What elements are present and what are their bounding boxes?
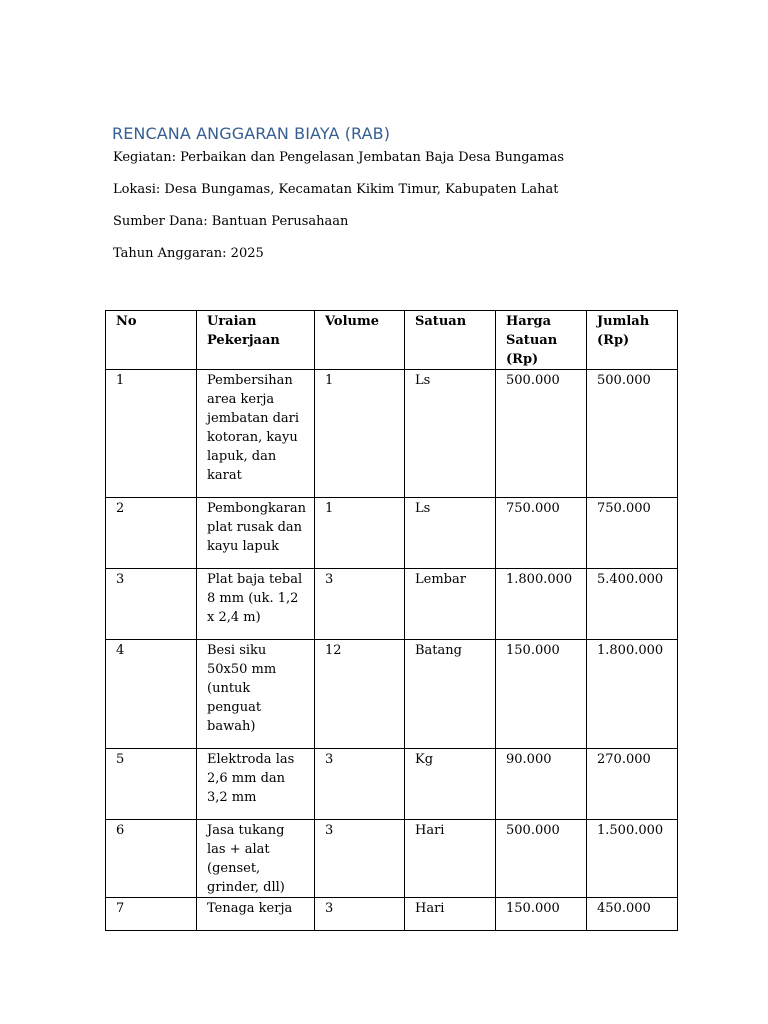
table-row: [106, 569, 678, 640]
lokasi-line: Lokasi: Desa Bungamas, Kecamatan Kikim Timur, Kabupaten Lahat: [113, 182, 559, 197]
cell-jumlah: 5.400.000: [587, 569, 678, 640]
cell-volume: 3: [315, 820, 405, 898]
header-satuan: Satuan: [405, 311, 496, 370]
cell-harga: 150.000: [496, 898, 587, 931]
cell-jumlah: 450.000: [587, 898, 678, 931]
cell-uraian: Plat baja tebal 8 mm (uk. 1,2 x 2,4 m): [197, 569, 315, 640]
cell-volume: 3: [315, 898, 405, 931]
header-no: No: [106, 311, 197, 370]
cell-no: 5: [106, 749, 197, 820]
cell-jumlah: 750.000: [587, 498, 678, 569]
cell-satuan: Hari: [405, 820, 496, 898]
sumber-dana-line: Sumber Dana: Bantuan Perusahaan: [113, 214, 349, 229]
table-row: [106, 898, 678, 931]
cell-no: 3: [106, 569, 197, 640]
cell-volume: 3: [315, 749, 405, 820]
header-uraian: Uraian Pekerjaan: [197, 311, 315, 370]
table-row: [106, 640, 678, 749]
header-jumlah: Jumlah (Rp): [587, 311, 678, 370]
header-volume: Volume: [315, 311, 405, 370]
cell-harga: 150.000: [496, 640, 587, 749]
cell-satuan: Ls: [405, 498, 496, 569]
cell-jumlah: 1.500.000: [587, 820, 678, 898]
cell-harga: 1.800.000: [496, 569, 587, 640]
cell-no: 7: [106, 898, 197, 931]
cell-satuan: Lembar: [405, 569, 496, 640]
cell-volume: 12: [315, 640, 405, 749]
table-header-row: [106, 311, 678, 370]
table-row: [106, 749, 678, 820]
cell-volume: 1: [315, 370, 405, 498]
cell-volume: 1: [315, 498, 405, 569]
cell-no: 4: [106, 640, 197, 749]
cell-no: 2: [106, 498, 197, 569]
cell-uraian: Elektroda las 2,6 mm dan 3,2 mm: [197, 749, 315, 820]
cell-harga: 90.000: [496, 749, 587, 820]
cell-harga: 500.000: [496, 820, 587, 898]
cell-satuan: Kg: [405, 749, 496, 820]
rab-table: [105, 310, 678, 931]
kegiatan-line: Kegiatan: Perbaikan dan Pengelasan Jembatan Baja Desa Bungamas: [113, 150, 565, 165]
header-harga: Harga Satuan (Rp): [496, 311, 587, 370]
cell-satuan: Batang: [405, 640, 496, 749]
cell-satuan: Hari: [405, 898, 496, 931]
table-row: [106, 370, 678, 498]
cell-harga: 500.000: [496, 370, 587, 498]
cell-harga: 750.000: [496, 498, 587, 569]
table-row: [106, 820, 678, 898]
cell-uraian: Besi siku 50x50 mm (untuk penguat bawah): [197, 640, 315, 749]
cell-jumlah: 500.000: [587, 370, 678, 498]
cell-jumlah: 1.800.000: [587, 640, 678, 749]
cell-uraian: Tenaga kerja: [197, 898, 315, 931]
cell-uraian: Pembersihan area kerja jembatan dari kotoran, kayu lapuk, dan karat: [197, 370, 315, 498]
cell-no: 6: [106, 820, 197, 898]
cell-uraian: Jasa tukang las + alat (genset, grinder, dll): [197, 820, 315, 898]
cell-volume: 3: [315, 569, 405, 640]
table-row: [106, 498, 678, 569]
cell-uraian: Pembongkaran plat rusak dan kayu lapuk: [197, 498, 315, 569]
document-title: RENCANA ANGGARAN BIAYA (RAB): [112, 124, 391, 143]
tahun-anggaran-line: Tahun Anggaran: 2025: [113, 246, 264, 261]
cell-no: 1: [106, 370, 197, 498]
cell-satuan: Ls: [405, 370, 496, 498]
cell-jumlah: 270.000: [587, 749, 678, 820]
